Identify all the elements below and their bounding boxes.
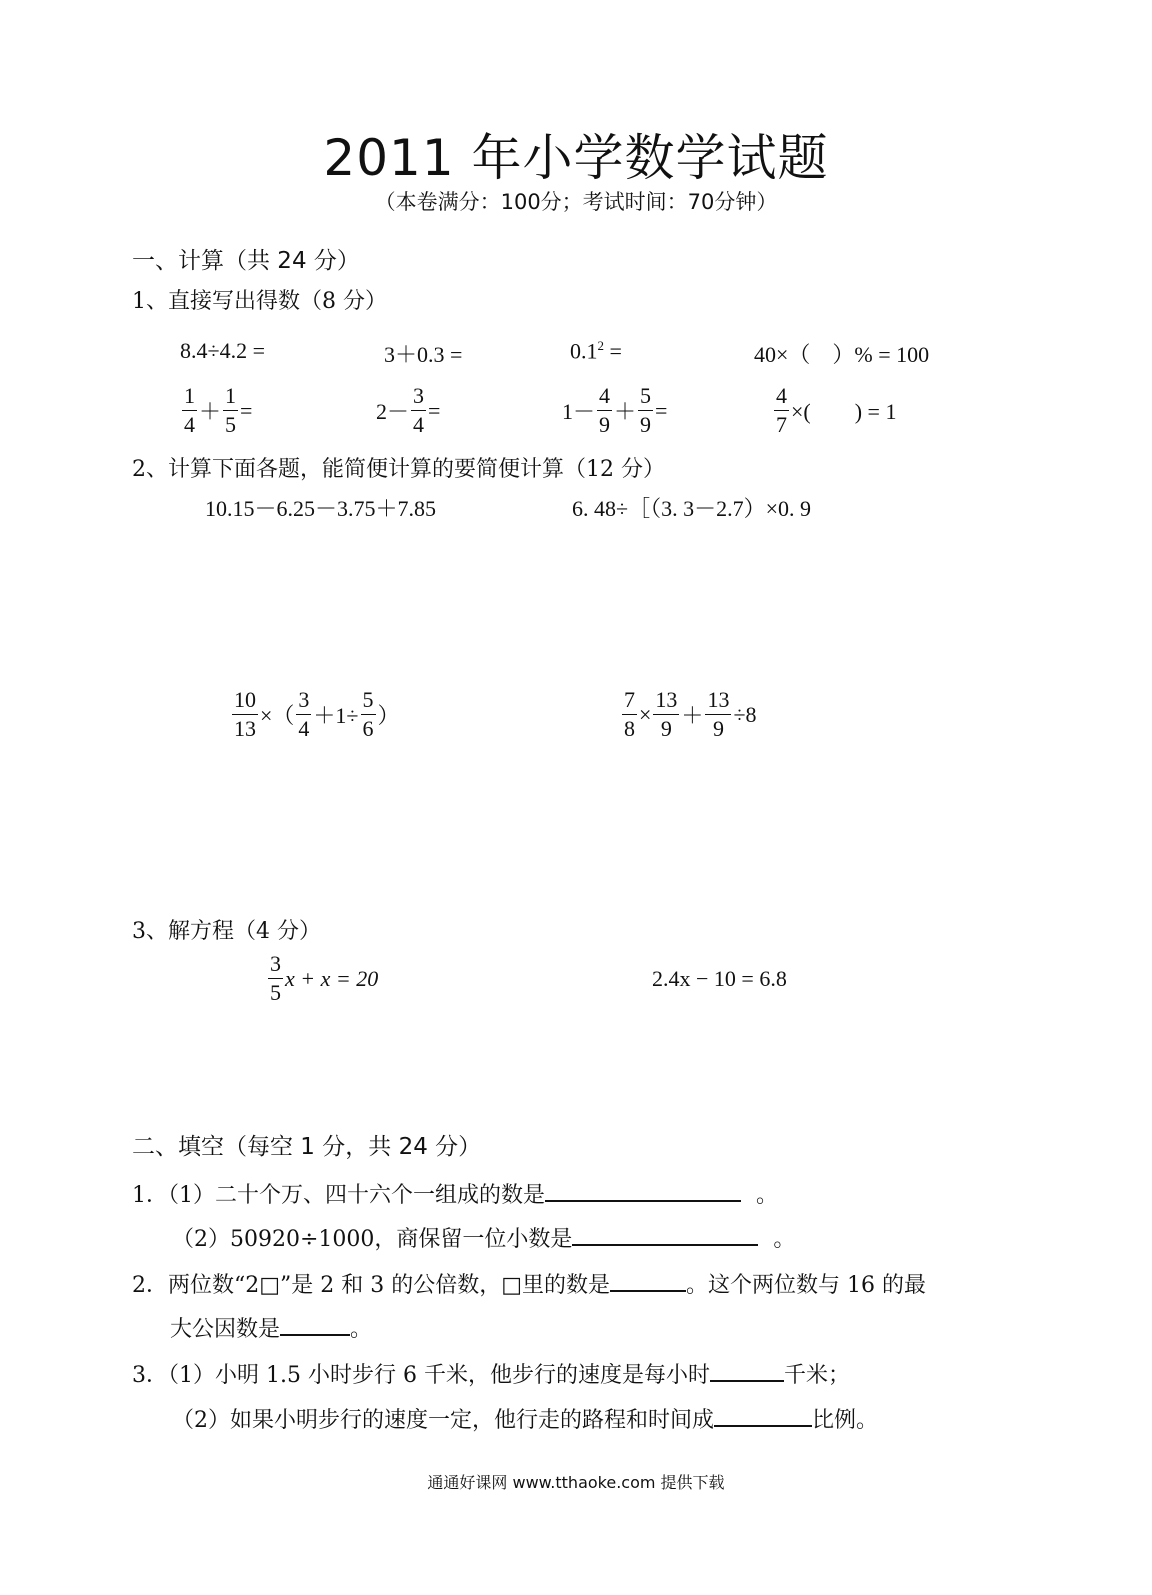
operator: ＋ (614, 399, 637, 424)
q2-expr-3 (230, 688, 400, 741)
question-text: 3．（1）小明 1.5 小时步行 6 千米，他步行的速度是每小时 (132, 1363, 710, 1388)
denominator: 4 (298, 716, 310, 741)
question-text: 。这个两位数与 16 的最 (686, 1273, 927, 1298)
q1-expr-4: 40×（ ）% = 100 (754, 342, 930, 367)
denominator: 8 (624, 716, 635, 741)
question-text: 。 (350, 1317, 373, 1342)
fill-item-1-2 (172, 1222, 795, 1253)
question-text: （2）50920÷1000，商保留一位小数是 (172, 1227, 573, 1252)
numerator: 3 (411, 384, 426, 411)
numerator: 3 (268, 952, 283, 979)
q1-expr-5 (180, 384, 252, 437)
equals: = (428, 397, 441, 423)
question-text: 1．（1）二十个万、四十六个一组成的数是 (132, 1183, 545, 1208)
answer-blank[interactable] (572, 1222, 758, 1246)
numerator: 1 (223, 384, 238, 411)
fraction (223, 384, 238, 437)
q1-expr-3-base: 0.1 (570, 338, 598, 364)
q1-expr-6 (376, 384, 440, 437)
operator: ×（ (260, 703, 295, 728)
q1-expr-2: 3＋0.3 = (384, 342, 463, 367)
question-text: 2．两位数“2□”是 2 和 3 的公倍数，□里的数是 (132, 1273, 611, 1298)
denominator: 6 (362, 716, 374, 741)
denominator: 4 (184, 412, 195, 437)
numerator: 4 (774, 384, 789, 411)
answer-blank[interactable] (545, 1178, 741, 1202)
footer-credit: 通通好课网 www.tthaoke.com 提供下载 (427, 1473, 725, 1492)
fraction (653, 688, 679, 741)
answer-blank[interactable] (710, 1358, 784, 1382)
numerator: 10 (232, 688, 258, 715)
fraction (411, 384, 426, 437)
question-text: 大公因数是 (170, 1317, 281, 1342)
q1-expr-3-exp: 2 (597, 338, 604, 353)
operand: 1－ (562, 399, 596, 424)
answer-blank[interactable] (610, 1268, 686, 1292)
q2-expr-4 (620, 688, 757, 741)
section2-heading: 二、填空（每空 1 分，共 24 分） (132, 1134, 482, 1160)
numerator: 13 (705, 688, 731, 715)
question-text: 。 (756, 1183, 779, 1208)
q3-label: 3、解方程（4 分） (132, 919, 321, 944)
q1-expr-3 (570, 338, 622, 364)
equals: = (655, 397, 668, 423)
numerator: 13 (653, 688, 679, 715)
fraction (182, 384, 197, 437)
fill-item-1-1 (132, 1178, 778, 1209)
denominator: 9 (660, 716, 672, 741)
operator: ） (377, 703, 400, 728)
q2-label: 2、计算下面各题，能简便计算的要简便计算（12 分） (132, 457, 665, 482)
denominator: 4 (413, 412, 425, 437)
answer-blank[interactable] (280, 1312, 350, 1336)
denominator: 9 (640, 412, 652, 437)
question-text: 。 (773, 1227, 796, 1252)
equals: = (240, 397, 253, 423)
fill-item-2 (132, 1268, 926, 1299)
numerator: 1 (182, 384, 197, 411)
denominator: 7 (776, 412, 787, 437)
numerator: 3 (296, 688, 311, 715)
fraction (638, 384, 653, 437)
operand: 2－ (376, 399, 410, 424)
q1-expr-8 (772, 384, 896, 437)
denominator: 5 (225, 412, 237, 437)
q1-expr-3-eq: = (609, 338, 622, 364)
page-title: 2011 年小学数学试题 (323, 129, 829, 187)
q2-expr-2: 6. 48÷［（3. 3－2.7）×0. 9 (572, 496, 811, 521)
question-text: （2）如果小明步行的速度一定，他行走的路程和时间成 (172, 1408, 714, 1433)
fraction (268, 952, 283, 1005)
denominator: 13 (234, 716, 256, 741)
fill-item-2-cont (170, 1312, 372, 1343)
operator: ＋ (681, 703, 704, 728)
operand: ÷8 (733, 701, 757, 727)
denominator: 9 (712, 716, 724, 741)
q3-equation-2: 2.4x − 10 = 6.8 (652, 966, 787, 991)
q1-label: 1、直接写出得数（8 分） (132, 289, 387, 314)
operand: ×( ) = 1 (791, 399, 897, 424)
fraction (361, 688, 376, 741)
q3-equation-1 (266, 952, 378, 1005)
denominator: 5 (270, 980, 281, 1005)
numerator: 5 (361, 688, 376, 715)
q1-expr-1: 8.4÷4.2 = (180, 338, 265, 363)
q2-expr-1: 10.15－6.25－3.75＋7.85 (205, 496, 437, 521)
operator: ＋1÷ (313, 703, 359, 728)
page-subtitle: （本卷满分：100分；考试时间：70分钟） (374, 190, 778, 214)
fill-item-3-1 (132, 1358, 850, 1389)
section1-heading: 一、计算（共 24 分） (132, 248, 360, 274)
fraction (232, 688, 258, 741)
equation-rest: x + x = 20 (285, 965, 379, 991)
fraction (597, 384, 612, 437)
answer-blank[interactable] (714, 1403, 812, 1427)
fraction (296, 688, 311, 741)
numerator: 4 (597, 384, 612, 411)
fraction (705, 688, 731, 741)
operator: ＋ (199, 399, 222, 424)
question-text: 比例。 (812, 1408, 879, 1433)
numerator: 5 (638, 384, 653, 411)
fill-item-3-2 (172, 1403, 878, 1434)
fraction (622, 688, 637, 741)
operator: × (639, 701, 652, 727)
denominator: 9 (599, 412, 611, 437)
question-text: 千米； (783, 1363, 850, 1388)
fraction (774, 384, 789, 437)
numerator: 7 (622, 688, 637, 715)
q1-expr-7 (562, 384, 667, 437)
